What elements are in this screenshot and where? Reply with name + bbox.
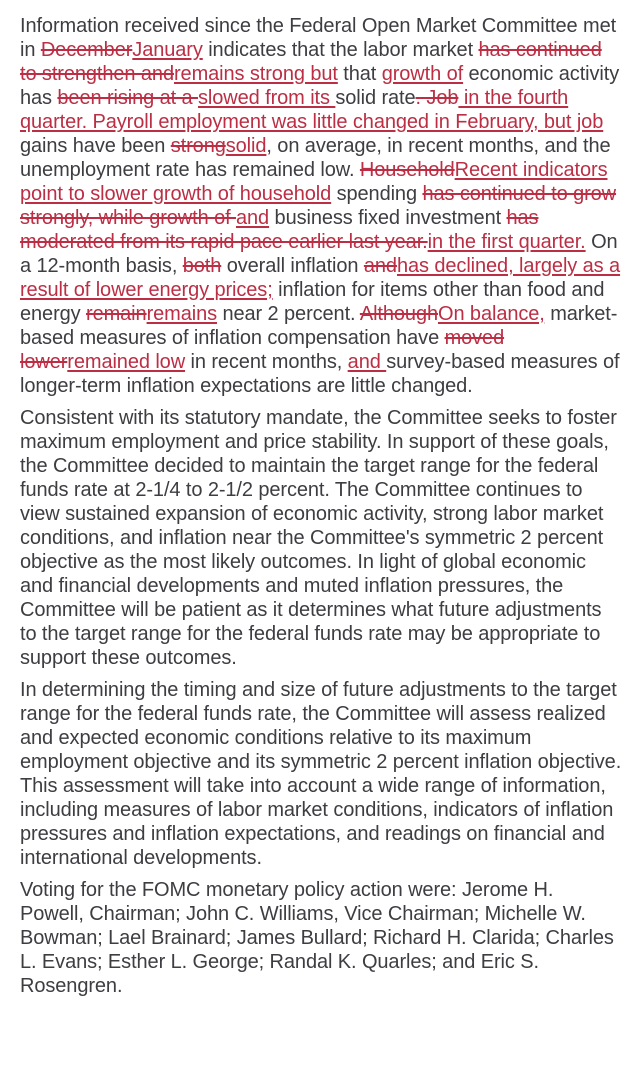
deleted-text: December	[40, 39, 133, 61]
deleted-text: both	[182, 255, 222, 277]
body-text: business fixed investment	[269, 207, 507, 229]
inserted-text: growth of	[381, 63, 464, 85]
body-text: economic activity has	[20, 63, 620, 109]
deleted-text: and	[363, 255, 397, 277]
body-text: indicates that the labor market	[202, 39, 479, 61]
body-text: inflation for items other than food and energy	[20, 279, 605, 325]
deleted-text: remain	[86, 303, 147, 325]
deleted-text: has continued to grow strongly, while growth of	[20, 183, 617, 229]
deleted-text: Household	[359, 159, 455, 181]
inserted-text: and	[347, 351, 387, 373]
deleted-text: strong	[170, 135, 226, 157]
deleted-text: has moderated from its rapid pace earlier last year.	[20, 207, 539, 253]
body-text: near 2 percent.	[217, 303, 360, 325]
deleted-text: . Job	[415, 87, 459, 109]
inserted-text: solid	[225, 135, 267, 157]
body-text: overall inflation	[221, 255, 364, 277]
deleted-text: moved lower	[20, 327, 505, 373]
inserted-text: slowed from its	[198, 87, 336, 109]
inserted-text: remains strong but	[173, 63, 338, 85]
deleted-text: been rising at a	[57, 87, 199, 109]
inserted-text: remains	[146, 303, 217, 325]
inserted-text: has declined, largely as a result of lower energy prices;	[20, 255, 621, 301]
body-text: Voting for the FOMC monetary policy action were: Jerome H. Powell, Chairman; John C. Williams, Vice Chairman; Michelle W. Bowman; Lael Brainard; James Bullard; Richard H. Clarida; Charles L. Evans; Esther L. George; Randal K. Quarles; and Eric S. Rosengren.	[20, 879, 614, 997]
inserted-text: January	[132, 39, 203, 61]
inserted-text: Recent indicators point to slower growth of household	[20, 159, 608, 205]
paragraph	[20, 14, 622, 398]
body-text: spending	[331, 183, 423, 205]
body-text: , on average, in recent months, and the unemployment rate has remained low.	[20, 135, 611, 181]
inserted-text: and	[236, 207, 270, 229]
paragraph	[20, 406, 622, 670]
inserted-text: in the first quarter.	[427, 231, 586, 253]
inserted-text: On balance,	[438, 303, 545, 325]
body-text: On a 12-month basis,	[20, 231, 618, 277]
body-text: Consistent with its statutory mandate, the Committee seeks to foster maximum employment and price stability. In support of these goals, the Committee decided to maintain the target range for the federal funds rate at 2-1/4 to 2-1/2 percent. The Committee continues to view sustained expansion of economic activity, strong labor market conditions, and inflation near the Committee's symmetric 2 percent objective as the most likely outcomes. In light of global economic and financial developments and muted inflation pressures, the Committee will be patient as it determines what future adjustments to the target range for the federal funds rate may be appropriate to support these outcomes.	[20, 407, 617, 669]
inserted-text: remained low	[67, 351, 186, 373]
body-text: in recent months,	[185, 351, 348, 373]
paragraph	[20, 878, 622, 998]
inserted-text: in the fourth quarter. Payroll employment was little changed in February, but job	[20, 87, 604, 133]
paragraph	[20, 678, 622, 870]
deleted-text: Although	[359, 303, 438, 325]
body-text: that	[337, 63, 382, 85]
body-text: solid rate	[335, 87, 416, 109]
body-text: market-based measures of inflation compensation have	[20, 303, 618, 349]
deleted-text: has continued to strengthen and	[20, 39, 602, 85]
body-text: survey-based measures of longer-term inflation expectations are little changed.	[20, 351, 620, 397]
body-text: gains have been	[20, 135, 171, 157]
body-text: Information received since the Federal Open Market Committee met in	[20, 15, 617, 61]
body-text: In determining the timing and size of future adjustments to the target range for the federal funds rate, the Committee will assess realized and expected economic conditions relative to its maximum employment objective and its symmetric 2 percent inflation objective. This assessment will take into account a wide range of information, including measures of labor market conditions, indicators of inflation pressures and inflation expectations, and readings on financial and international developments.	[20, 679, 622, 869]
